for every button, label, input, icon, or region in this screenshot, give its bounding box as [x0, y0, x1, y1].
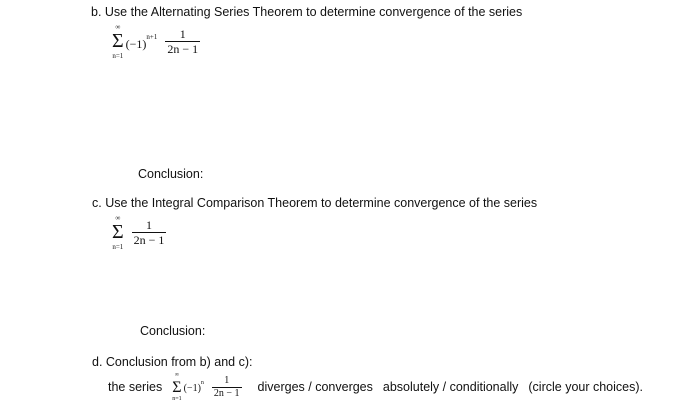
exponent: n+1: [146, 32, 158, 41]
sign-factor: [184, 380, 204, 395]
sum-upper-limit: ∞: [115, 214, 121, 222]
summation: [172, 372, 181, 403]
numerator: 1: [224, 375, 230, 386]
series-d: [172, 372, 241, 403]
summation: [112, 23, 124, 60]
series-prefix: the series: [108, 380, 163, 394]
sum-upper-limit: ∞: [174, 372, 180, 378]
part-c-prompt: c. Use the Integral Comparison Theorem to determine convergence of the series: [92, 196, 538, 210]
part-c-conclusion-label: Conclusion:: [140, 324, 206, 338]
sigma-symbol: Σ: [112, 30, 124, 52]
instruction-note: (circle your choices).: [528, 380, 644, 394]
sign-term: (−1): [125, 36, 147, 51]
numerator: 1: [179, 27, 186, 41]
exponent: n: [200, 380, 204, 386]
denominator: 2n − 1: [133, 233, 165, 247]
sum-lower-limit: n=1: [112, 243, 124, 251]
denominator: 2n − 1: [213, 388, 240, 399]
sum-lower-limit: n=1: [112, 52, 124, 60]
sigma-symbol: Σ: [172, 379, 182, 396]
sign-factor: [126, 33, 158, 51]
denominator: 2n − 1: [167, 42, 199, 56]
series-b: [112, 23, 200, 60]
series-c: [112, 214, 166, 251]
choice-absolutely-conditionally[interactable]: absolutely / conditionally: [382, 380, 519, 394]
fraction: [165, 27, 200, 56]
sum-lower-limit: n=1: [172, 396, 182, 402]
numerator: 1: [146, 218, 153, 232]
part-b-prompt: b. Use the Alternating Series Theorem to determine convergence of the series: [91, 5, 523, 19]
fraction: [212, 375, 242, 400]
sigma-symbol: Σ: [112, 221, 124, 243]
summation: [112, 214, 124, 251]
fraction: [132, 218, 167, 247]
part-d-prompt: d. Conclusion from b) and c):: [92, 355, 253, 369]
sign-term: (−1): [183, 383, 201, 394]
sum-upper-limit: ∞: [115, 23, 121, 31]
choice-diverges-converges[interactable]: diverges / converges: [257, 380, 373, 394]
part-d-answer-line: [108, 372, 693, 403]
part-b-conclusion-label: Conclusion:: [138, 167, 204, 181]
